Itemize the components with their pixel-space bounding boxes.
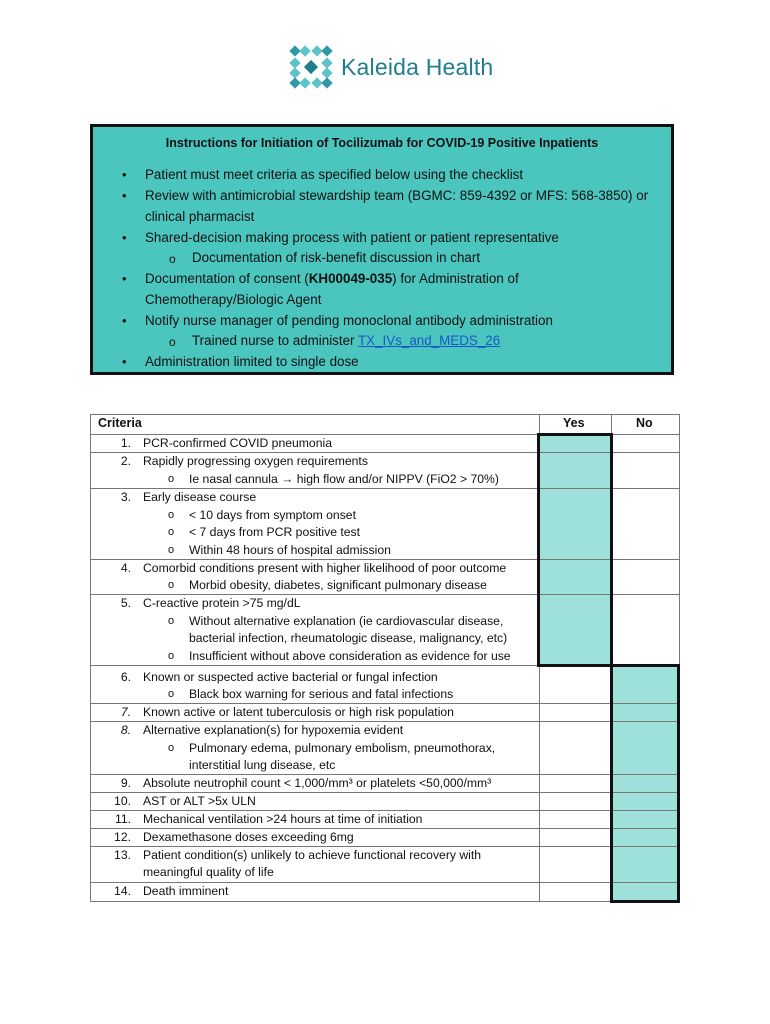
consent-form-code: KH00049-035 <box>308 271 393 286</box>
yes-outline <box>537 433 613 667</box>
bullet-icon: • <box>122 271 127 286</box>
sub-bullet-icon: o <box>168 688 175 700</box>
criterion-text: Known active or latent tuberculosis or high risk population <box>143 705 454 719</box>
instruction-item-5: Notify nurse manager of pending monoclonal antibody administration <box>145 313 553 328</box>
row-number: 8. <box>120 723 131 737</box>
criterion-text: meaningful quality of life <box>143 865 274 879</box>
bullet-icon: • <box>122 188 127 203</box>
criterion-text: Alternative explanation(s) for hypoxemia evident <box>143 723 404 737</box>
row-number: 5. <box>120 596 131 610</box>
sub-bullet-icon: o <box>168 650 175 662</box>
row-number: 1. <box>120 436 131 450</box>
criterion-text: Comorbid conditions present with higher likelihood of poor outcome <box>143 561 507 575</box>
criterion-sub: Black box warning for serious and fatal infections <box>189 687 454 701</box>
criterion-sub: Within 48 hours of hospital admission <box>189 543 391 557</box>
row-number: 13. <box>114 848 131 862</box>
bullet-icon: • <box>122 230 127 245</box>
row-number: 10. <box>114 794 131 808</box>
instruction-item-3-sub: Documentation of risk-benefit discussion in chart <box>192 250 481 265</box>
tx-ivs-meds-link[interactable]: TX_IVs_and_MEDS_26 <box>357 333 501 348</box>
header-criteria: Criteria <box>98 416 142 430</box>
criterion-text: Early disease course <box>143 490 257 504</box>
criteria-table <box>90 414 680 902</box>
instruction-item-6: Administration limited to single dose <box>145 354 359 369</box>
row-number: 14. <box>114 884 131 898</box>
criterion-sub: Pulmonary edema, pulmonary embolism, pneumothorax, <box>189 741 496 755</box>
sub-bullet-icon: o <box>168 615 175 627</box>
row-number: 2. <box>120 454 131 468</box>
sub-bullet-icon: o <box>169 335 176 349</box>
bullet-icon: • <box>122 354 127 369</box>
criterion-text: C-reactive protein >75 mg/dL <box>143 596 301 610</box>
criterion-sub: bacterial infection, rheumatologic disease, malignancy, etc) <box>189 631 508 645</box>
instruction-item-1: Patient must meet criteria as specified below using the checklist <box>145 167 524 182</box>
criterion-text: Absolute neutrophil count < 1,000/mm³ or platelets <50,000/mm³ <box>143 776 492 790</box>
criterion-text: Death imminent <box>143 884 229 898</box>
instruction-item-4-cont: Chemotherapy/Biologic Agent <box>145 292 322 307</box>
instruction-item-5-sub: Trained nurse to administer TX_IVs_and_MEDS_26 <box>192 333 501 348</box>
criterion-text: PCR-confirmed COVID pneumonia <box>143 436 332 450</box>
criterion-sub: Ie nasal cannula → high flow and/or NIPPV (FiO2 > 70%) <box>189 472 499 486</box>
criterion-sub: Without alternative explanation (ie cardiovascular disease, <box>189 614 504 628</box>
criterion-text: Known or suspected active bacterial or fungal infection <box>143 670 438 684</box>
criterion-sub: Insufficient without above consideration as evidence for use <box>189 649 511 663</box>
criterion-text: Patient condition(s) unlikely to achieve functional recovery with <box>143 848 482 862</box>
row-number: 7. <box>120 705 131 719</box>
header-no: No <box>636 416 653 430</box>
row-number: 6. <box>120 670 131 684</box>
kaleida-cross-icon <box>289 45 333 89</box>
sub-bullet-icon: o <box>168 544 175 556</box>
criterion-sub: Morbid obesity, diabetes, significant pulmonary disease <box>189 578 487 592</box>
criterion-text: AST or ALT >5x ULN <box>143 794 256 808</box>
row-number: 3. <box>120 490 131 504</box>
criterion-text: Mechanical ventilation >24 hours at time of initiation <box>143 812 423 826</box>
instructions-box <box>90 124 674 375</box>
criterion-text: Rapidly progressing oxygen requirements <box>143 454 368 468</box>
kaleida-health-logo <box>289 44 493 90</box>
sub-bullet-icon: o <box>168 742 175 754</box>
criterion-text: Dexamethasone doses exceeding 6mg <box>143 830 354 844</box>
instruction-item-2-cont: clinical pharmacist <box>145 209 255 224</box>
criterion-sub: interstitial lung disease, etc <box>189 758 336 772</box>
logo-wordmark: Kaleida Health <box>341 53 494 80</box>
instruction-item-4: Documentation of consent (KH00049-035) for Administration of <box>145 271 519 286</box>
bullet-icon: • <box>122 313 127 328</box>
sub-bullet-icon: o <box>168 579 175 591</box>
criterion-sub: < 7 days from PCR positive test <box>189 525 361 539</box>
sub-bullet-icon: o <box>168 526 175 538</box>
sub-bullet-icon: o <box>168 473 175 485</box>
instructions-title: Instructions for Initiation of Tocilizumab for COVID-19 Positive Inpatients <box>165 136 599 150</box>
header-yes: Yes <box>563 416 585 430</box>
no-outline <box>610 664 680 903</box>
row-number: 4. <box>120 561 131 575</box>
sub-bullet-icon: o <box>168 509 175 521</box>
instruction-item-3: Shared-decision making process with patient or patient representative <box>145 230 559 245</box>
row-number: 9. <box>120 776 131 790</box>
criterion-sub: < 10 days from symptom onset <box>189 508 356 522</box>
bullet-icon: • <box>122 167 127 182</box>
sub-bullet-icon: o <box>169 252 176 266</box>
instruction-item-2: Review with antimicrobial stewardship team (BGMC: 859-4392 or MFS: 568-3850) or <box>145 188 649 203</box>
row-number: 11. <box>114 812 131 826</box>
row-number: 12. <box>114 830 131 844</box>
